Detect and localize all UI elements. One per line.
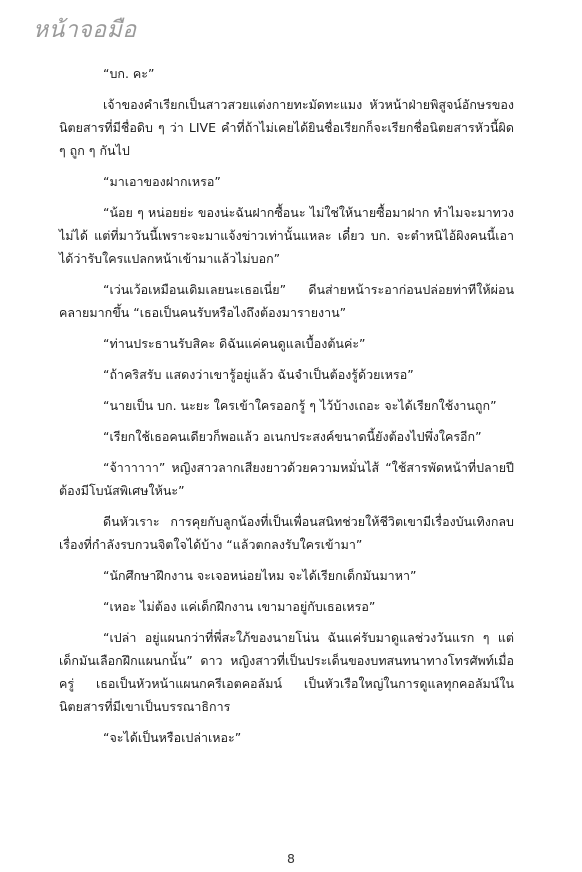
- paragraph: ดีนหัวเราะ การคุยกับลูกน้องที่เป็นเพื่อนสนิทช่วยให้ชีวิตเขามีเรื่องบันเทิงกลบเรื่องที่กำลังรบกวนจิตใจได้บ้าง “แล้วตกลงรับใครเข้ามา”: [59, 514, 514, 552]
- paragraph: “ถ้าคริสรับ แสดงว่าเขารู้อยู่แล้ว ฉันจำเป็นต้องรู้ด้วยเหรอ”: [103, 367, 414, 382]
- paragraph: “บก. คะ”: [103, 66, 155, 81]
- paragraph: “เหอะ ไม่ต้อง แค่เด็กฝึกงาน เขามาอยู่กับเธอเหรอ”: [103, 599, 376, 614]
- paragraph: “ท่านประธานรับสิคะ ดิฉันแค่คนดูแลเบื้องต้นค่ะ”: [103, 336, 366, 351]
- paragraph: “น้อย ๆ หน่อยย่ะ ของน่ะฉันฝากซื้อนะ ไม่ใช่ให้นายซื้อมาฝาก ทำไมจะมาทวงไม่ได้ แต่ที่มาวันนี้เพราะจะมาแจ้งข่าวเท่านั้นแหละ เดี๋ยว บก. จะตำหนิไอ้ผิงคนนี้เอาได้ว่ารับใครแปลกหน้าเข้ามาแล้วไม่บอก”: [59, 205, 514, 266]
- paragraph: “เปล่า อยู่แผนกว่าที่พี่สะใภ้ของนายโน่น ฉันแค่รับมาดูแลช่วงวันแรก ๆ แต่เด็กมันเลือกฝึกแผนกนั้น” ดาว หญิงสาวที่เป็นประเด็นของบทสนทนาทางโทรศัพท์เมื่อครู่ เธอเป็นหัวหน้าแผนกครีเอตคอลัมน์ เป็นหัวเรือใหญ่ในการดูแลทุกคอลัมน์ในนิตยสารที่มีเขาเป็นบรรณาธิการ: [59, 630, 514, 714]
- page-number: 8: [287, 851, 295, 866]
- paragraph: “เรียกใช้เธอคนเดียวก็พอแล้ว อเนกประสงค์ขนาดนี้ยังต้องไปพึ่งใครอีก”: [103, 429, 482, 444]
- paragraph: “นายเป็น บก. นะยะ ใครเข้าใครออกรู้ ๆ ไว้บ้างเถอะ จะได้เรียกใช้งานถูก”: [103, 398, 497, 413]
- paragraph: “เว่นเว้อเหมือนเดิมเลยนะเธอเนี่ย” ดีนส่ายหน้าระอาก่อนปล่อยท่าทีให้ผ่อนคลายมากขึ้น “เธอเป็นคนรับหรือไงถึงต้องมารายงาน”: [59, 282, 514, 320]
- paragraph: “จ้าาาาาา” หญิงสาวลากเสียงยาวด้วยความหมั่นไส้ “ใช้สารพัดหน้าที่ปลายปีต้องมีโบนัสพิเศษให้นะ”: [59, 460, 514, 498]
- header-logo: หน้าจอมือ: [33, 17, 137, 43]
- paragraph: “นักศึกษาฝึกงาน จะเจอหน่อยไหม จะได้เรียกเด็กมันมาหา”: [103, 568, 417, 583]
- page-body: [59, 62, 514, 757]
- paragraph: “จะได้เป็นหรือเปล่าเหอะ”: [103, 730, 242, 745]
- paragraph: “มาเอาของฝากเหรอ”: [103, 174, 221, 189]
- paragraph: เจ้าของคำเรียกเป็นสาวสวยแต่งกายทะมัดทะแมง หัวหน้าฝ่ายพิสูจน์อักษรของนิตยสารที่มีชื่อดิบ ๆ ว่า LIVE คำที่ถ้าไม่เคยได้ยินชื่อเรียกก็จะเรียกชื่อนิตยสารหัวนี้ผิด ๆ ถูก ๆ กันไป: [59, 97, 514, 158]
